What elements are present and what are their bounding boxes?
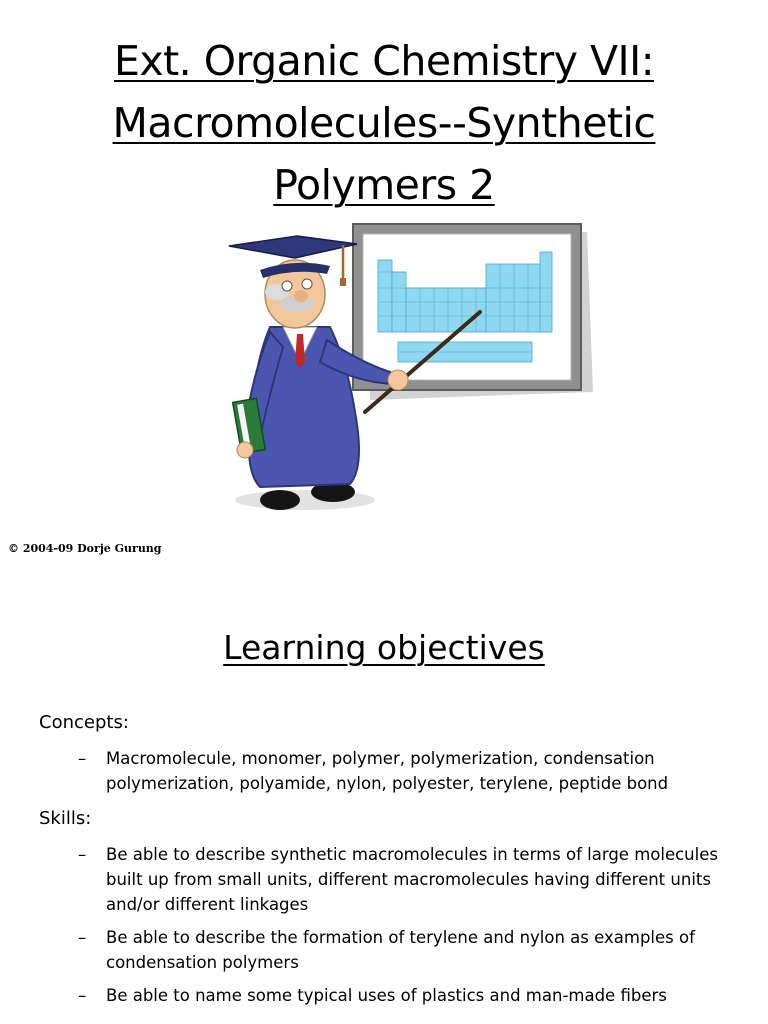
- left-hand: [237, 442, 253, 458]
- professor-pointing-at-periodic-table-icon: [215, 222, 595, 522]
- copyright-notice: © 2004-09 Dorje Gurung: [8, 542, 162, 555]
- mortarboard-cap-icon: [229, 236, 357, 258]
- list-item: – Be able to describe synthetic macromolecules in terms of large molecules built up from small units, different macromolecules having different units and/or different linkages: [39, 842, 739, 917]
- list-item: – Be able to name some typical uses of plastics and man-made fibers: [39, 983, 739, 1008]
- group-label-concepts: Concepts:: [39, 712, 129, 733]
- objectives-list: [39, 708, 739, 1016]
- cap-tassel-end: [340, 278, 346, 286]
- nose: [294, 290, 308, 302]
- title-line: Polymers 2: [273, 161, 495, 209]
- dash-bullet: –: [78, 845, 87, 864]
- glasses-right: [302, 279, 312, 289]
- left-shoe: [260, 490, 300, 510]
- learning-objectives-slide: [0, 568, 768, 1024]
- group-label-skills: Skills:: [39, 808, 92, 829]
- skills-items: [39, 842, 739, 1008]
- list-item: – Be able to describe the formation of terylene and nylon as examples of condensation polymers: [39, 925, 739, 975]
- concepts-items: [39, 746, 739, 796]
- title-line: Macromolecules--Synthetic: [112, 99, 656, 147]
- section-title: Learning objectives: [223, 628, 545, 667]
- glasses-left: [282, 281, 292, 291]
- title-line: Ext. Organic Chemistry VII:: [113, 37, 655, 85]
- dash-bullet: –: [78, 986, 87, 1005]
- slide-title: [0, 30, 768, 216]
- list-item: – Macromolecule, monomer, polymer, polymerization, condensation polymerization, polyamide, nylon, polyester, terylene, peptide bond: [39, 746, 739, 796]
- right-hand: [388, 370, 408, 390]
- dash-bullet: –: [78, 928, 87, 947]
- dash-bullet: –: [78, 749, 87, 768]
